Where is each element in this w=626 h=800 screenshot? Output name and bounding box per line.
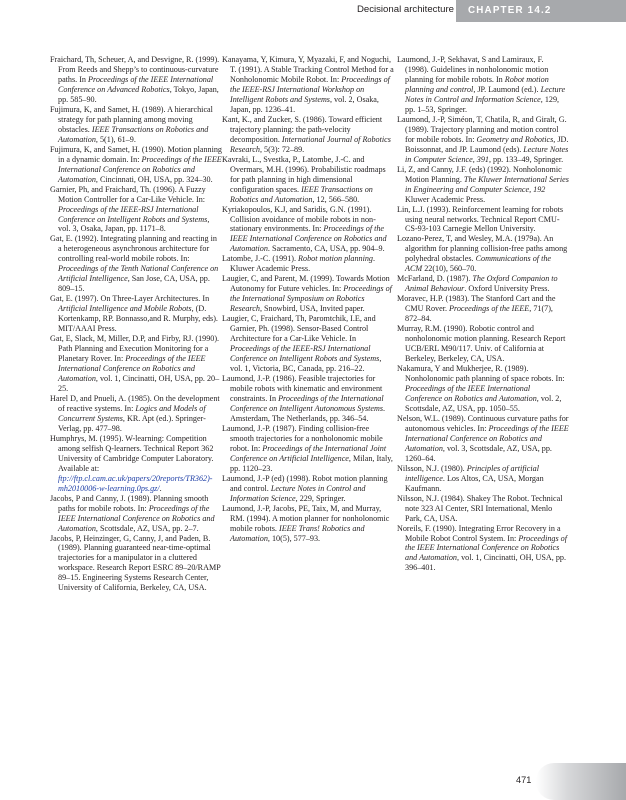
reference-text: Li, Z, and Canny, J.F. (eds) (1992). Nonholonomic Motion Planning. <box>397 164 562 184</box>
reference-text: Fujimura, K, and Samet, H. (1990). Motion planning in a dynamic domain. In: <box>50 144 222 164</box>
reference-text: Logics and Models of Concurrent Systems <box>58 403 206 423</box>
reference-text: Gat, E. (1997). On Three-Layer Architectures. In <box>50 294 210 304</box>
reference-entry <box>397 115 569 165</box>
reference-text: , vol. 3, Scottsdale, AZ, USA, pp. 1260–64. <box>405 443 552 463</box>
reference-entry <box>397 274 569 294</box>
reference-text: Nilsson, N.J. (1984). Shakey The Robot. Technical note 323 AI Center, SRI International, Menlo Park, CA, USA. <box>397 493 563 523</box>
reference-text: The Oxford Companion to Animal Behaviour <box>405 274 558 294</box>
reference-text: Proceedings of the IEEE International Conference on Robotics and Automation <box>405 533 567 563</box>
reference-text: IEEE Transactions on Robotics and Automation <box>230 184 373 204</box>
reference-text: , vol. 2, Osaka, Japan, pp. 1236–41. <box>230 94 379 114</box>
reference-text: Kyriakopoulos, K.J, and Saridis, G.N. (1991). Collision avoidance of mobile robots in non-stationary environments. In: <box>222 204 376 234</box>
reference-text: . <box>159 483 162 493</box>
reference-entry <box>222 274 394 314</box>
reference-entry <box>222 115 394 155</box>
reference-text: Principles of artificial intelligence <box>405 463 539 483</box>
reference-text: Proceedings of the IEEE International Conference on Robotics and Automation <box>58 503 215 533</box>
reference-text: , 12, 566–580. <box>312 194 360 204</box>
reference-text: Lecture Notes in Control and Information Science <box>230 483 366 503</box>
chapter-label: CHAPTER 14.2 <box>456 0 626 22</box>
reference-entry <box>397 414 569 464</box>
reference-text: Proceedings of the Tenth National Conference on Artificial Intelligence <box>58 264 219 284</box>
reference-entry <box>50 105 222 145</box>
reference-text: , vol. 1, Victoria, BC, Canada, pp. 216–22. <box>230 354 382 374</box>
reference-entry <box>50 334 222 394</box>
reference-text: , 129, pp. 1–53, Springer. <box>405 94 560 114</box>
reference-entry <box>50 434 222 494</box>
reference-text: International Journal of Robotics Research <box>230 134 391 154</box>
reference-text: Proceedings of the International Symposium on Robotics Research <box>230 284 392 314</box>
reference-text: , pp. 133–49, Springer. <box>488 154 564 164</box>
reference-column-3 <box>397 55 569 573</box>
reference-column-2 <box>222 55 394 543</box>
reference-text: , JD. Boissonnat, and JP. Laumond (eds). <box>405 134 569 154</box>
reference-text: Nakamura, Y and Mukherjee, R. (1989). Nonholonomic path planning of space robots. In: <box>397 364 565 383</box>
reference-text: 22(10), 560–70. <box>422 264 477 274</box>
reference-text: Noreils, F. (1990). Integrating Error Recovery in a Mobile Robot Control System. In: <box>397 523 561 543</box>
reference-column-1 <box>50 55 222 593</box>
reference-text: Laumond, J.-P. (1986). Feasible trajectories for mobile robots with kinematic and environment constraints. In <box>222 374 383 403</box>
reference-url[interactable]: ftp://ftp.cl.cam.ac.uk/papers/20reports/TR362)-mh2010006-w-learning.0ps.gz/ <box>58 473 213 493</box>
reference-entry <box>397 524 569 574</box>
reference-text: Proceedings of the IEEE-RSJ International Conference on Intelligent Robots and Systems <box>230 344 380 364</box>
reference-text: Gat, E, Slack, M, Miller, D.P, and Firby, RJ. (1990). Path Planning and Execution Monitoring for a Planetary Rover. In: <box>50 334 220 364</box>
reference-text: McFarland, D. (1987). <box>397 274 473 284</box>
reference-text: Proceedings of the IEEE International Conference on Advanced Robotics <box>58 74 214 94</box>
reference-text: Gat, E. (1992). Integrating planning and reacting in a heterogeneous asynchronous architecture for controlling real-world mobile robots. In: <box>50 234 217 264</box>
reference-entry <box>222 205 394 255</box>
reference-entry <box>50 55 222 105</box>
reference-text: Lozano-Perez, T, and Wesley, M.A. (1979a). An algorithm for planning collision-free paths among polyhedral obstacles. <box>397 234 568 264</box>
reference-text: Communications of the ACM <box>405 254 552 274</box>
reference-text: , Tokyo, Japan, pp. 585–90. <box>58 84 219 104</box>
reference-text: , vol. 2, Scottsdale, AZ, USA, pp. 1050–55. <box>405 393 562 413</box>
reference-text: , vol. 1, Cincinatti, OH, USA, pp. 396–401. <box>405 553 567 573</box>
reference-text: , 229, Springer. <box>295 493 346 503</box>
reference-entry <box>222 474 394 504</box>
reference-entry <box>397 364 569 414</box>
reference-entry <box>222 424 394 474</box>
reference-text: , Cincinnati, OH, USA, pp. 324–30. <box>95 174 213 184</box>
reference-text: Laugier, C, and Parent, M. (1999). Towards Motion Autonomy for Future vehicles. In: <box>222 274 390 294</box>
reference-text: Laumond, J.-P. (1987). Finding collision-free smooth trajectories for a nonholonomic mobile robot. In: <box>222 423 383 453</box>
reference-text: Kant, K., and Zucker, S. (1986). Toward efficient trajectory planning: the path-velocity decomposition. <box>222 114 383 144</box>
reference-text: Kanayama, Y, Kimura, Y, Myazaki, F, and Noguchi, T. (1991). A Stable Tracking Control Method for a Nonholonomic Mobile Robot. In: <box>222 55 394 84</box>
reference-text: Proceedings of the IEEE-RSJ International Conference on Intelligent Robots and Systems <box>58 204 208 224</box>
reference-text: Proceedings of the IEEE International Conference on Robotics and Automation <box>58 354 206 383</box>
reference-text: , Milan, Italy, pp. 1120–23. <box>230 453 393 473</box>
reference-entry <box>222 254 394 274</box>
reference-text: Lecture Notes in Control and Information Science <box>405 84 566 104</box>
reference-text: Robot motion planning and control <box>405 74 549 94</box>
reference-text: . Sacramento, CA, USA, pp. 904–9. <box>267 244 385 254</box>
reference-entry <box>397 55 569 115</box>
reference-entry <box>222 504 394 544</box>
reference-entry <box>50 534 222 594</box>
reference-text: . Kluwer Academic Press. <box>230 254 376 274</box>
reference-text: Fujimura, K, and Samet, H. (1989). A hierarchical strategy for path planning among moving obstacles. <box>50 104 213 134</box>
reference-text: Proceedings of the IEEE International Conference on Robotics and Automation <box>405 383 537 403</box>
reference-entry <box>397 234 569 274</box>
reference-text: Laumond, J.-P (ed) (1998). Robot motion planning and control. <box>222 473 388 493</box>
reference-text: Proceedings of the International Joint Conference on Artificial Intelligence <box>230 443 387 463</box>
reference-entry <box>50 394 222 434</box>
reference-text: , vol. 3, Osaka, Japan, pp. 1171–8. <box>58 214 210 234</box>
reference-text: . Los Altos, CA, USA, Morgan Kaufmann. <box>405 473 544 493</box>
reference-text: Laumond, J.-P, Jacobs, PE, Taix, M, and Murray, RM. (1994). A motion planner for nonholonomic mobile robots. <box>222 503 390 533</box>
reference-entry <box>222 374 394 424</box>
reference-entry <box>397 165 569 205</box>
reference-text: Proceedings of the IEEE <box>449 304 530 314</box>
reference-entry <box>222 55 394 115</box>
reference-entry <box>50 294 222 334</box>
reference-text: IEEE Transactions on Robotics and Automation <box>58 124 209 144</box>
reference-entry <box>222 155 394 205</box>
reference-text: Jacobs, P and Canny, J. (1989). Planning smooth paths for mobile robots. In: <box>50 493 209 513</box>
reference-text: Harel D, and Pnueli, A. (1985). On the development of reactive systems. In: <box>50 393 220 413</box>
reference-text: Proceedings of the IEEE International Conference on Robotics and Automation <box>58 154 222 184</box>
reference-entry <box>397 324 569 364</box>
reference-text: Humphrys, M. (1995). W-learning: Competition among selfish Q-learners. Technical Report 362 University of Cambridge Computer Laboratory. Available at: <box>50 433 214 473</box>
reference-text: Moravec, H.P. (1983). The Stanford Cart and the CMU Rover. <box>397 294 556 314</box>
reference-text: Lecture Notes in Computer Science, 391 <box>405 144 569 164</box>
reference-entry <box>50 185 222 235</box>
reference-text: , (D. Kortenkamp, RP. Bonnasso,and R. Murphy, eds). MIT/AAAI Press. <box>58 304 218 334</box>
reference-entry <box>397 464 569 494</box>
reference-text: Artificial Intelligence and Mobile Robots <box>58 304 192 314</box>
reference-text: Laugier, C, Fraichard, Th, Paromtchik, I.E, and Garnier, Ph. (1998). Sensor-Based Control Architecture for a Car-Like Vehicle. In <box>222 314 376 344</box>
section-title: Decisional architecture <box>356 4 454 15</box>
reference-text: , Snowbird, USA, Invited paper. <box>259 304 365 314</box>
reference-text: , 10(5), 577–93. <box>267 533 321 543</box>
reference-text: Jacobs, P, Heinzinger, G, Canny, J, and Paden, B. (1989). Planning guaranteed near-time-optimal trajectories for a manipulator in a cluttered workspace. Research Report ESRC 89–20/RAMP 89–15. Engineering Systems Research Center, University of California, Berkeley, CA, USA. <box>50 533 221 593</box>
reference-text: , KR. Apt (ed.). Springer-Verlag, pp. 477–98. <box>58 413 206 433</box>
reference-text: Kavraki, L., Svestka, P., Latombe, J.-C. and Overmars, M.H. (1996). Probabilistic roadmaps for path planning in high dimensional configuration spaces. <box>222 154 386 194</box>
reference-text: Nilsson, N.J. (1980). <box>397 463 467 473</box>
reference-text: , JP. Laumond (ed.). <box>473 84 541 94</box>
reference-text: Lin, L.J. (1993). Reinforcement learning for robots using neural networks. Technical Report CMU-CS-93-103 Carnegie Mellon University. <box>397 204 564 234</box>
reference-text: Proceedings of the IEEE-RSJ International Workshop on Intelligent Robots and Systems <box>230 74 390 104</box>
reference-text: Garnier, Ph, and Fraichard, Th. (1996). A Fuzzy Motion Controller for a Car-Like Vehicle. In: <box>50 184 206 204</box>
reference-entry <box>50 234 222 294</box>
reference-text: Murray, R.M. (1990). Robotic control and nonholonomic motion planning. Research Report UCB/ERL M90/117. Univ. of California at Berkeley, Berkeley, CA, USA. <box>397 324 566 364</box>
reference-text: Fraichard, Th, Scheuer, A, and Desvigne, R. (1999). From Reeds and Shepp’s to continuous-curvature paths. In <box>50 55 220 84</box>
reference-text: , vol. 1, Cincinatti, OH, USA, pp. 20–25. <box>58 374 220 393</box>
reference-entry <box>222 314 394 374</box>
reference-text: . Oxford University Press. <box>464 284 550 294</box>
reference-text: Proceedings of the International Conference on Intelligent Autonomous Systems <box>230 393 384 413</box>
reference-text: . Amsterdam, The Netherlands, pp. 346–54. <box>230 403 386 423</box>
running-header <box>0 0 626 22</box>
reference-text: , Scottsdale, AZ, USA, pp. 2–7. <box>95 523 199 533</box>
reference-text: Kluwer Academic Press. <box>405 194 486 204</box>
page-number-tab <box>536 763 626 800</box>
reference-entry <box>50 494 222 534</box>
reference-text: , 71(7), 872–84. <box>405 304 553 324</box>
reference-text: Laumond, J.-P, Siméon, T, Chatila, R, and Giralt, G. (1989). Trajectory planning and motion control for mobile robots. In: <box>397 114 567 144</box>
reference-entry <box>397 205 569 235</box>
reference-text: Latombe, J.-C. (1991). <box>222 254 299 264</box>
reference-text: , 5(1), 61–9. <box>95 134 136 144</box>
reference-text: Laumond, J.-P, Sekhavat, S and Lamiraux, F. (1998). Guidelines in nonholonomic motion planning for mobile robots. In <box>397 55 549 84</box>
reference-text: Robot motion planning <box>298 254 373 264</box>
reference-text: Proceedings of the IEEE International Conference on Robotics and Automation <box>405 423 569 453</box>
page-number: 471 <box>516 775 532 785</box>
reference-text: The Kluwer International Series in Engineering and Computer Science, 192 <box>405 174 569 194</box>
reference-text: Proceedings of the IEEE International Conference on Robotics and Automation <box>230 224 387 254</box>
reference-text: Geometry and Robotics <box>476 134 554 144</box>
reference-entry <box>397 294 569 324</box>
reference-entry <box>397 494 569 524</box>
reference-text: IEEE Trans! Robotics and Automation <box>230 523 365 543</box>
reference-text: , 5(3): 72–89. <box>259 144 305 154</box>
reference-text: , San Jose, CA, USA, pp. 809–15. <box>58 274 210 294</box>
reference-text: Nelson, W.L. (1989). Continuous curvature paths for autonomous vehicles. In: <box>397 413 569 433</box>
reference-entry <box>50 145 222 185</box>
